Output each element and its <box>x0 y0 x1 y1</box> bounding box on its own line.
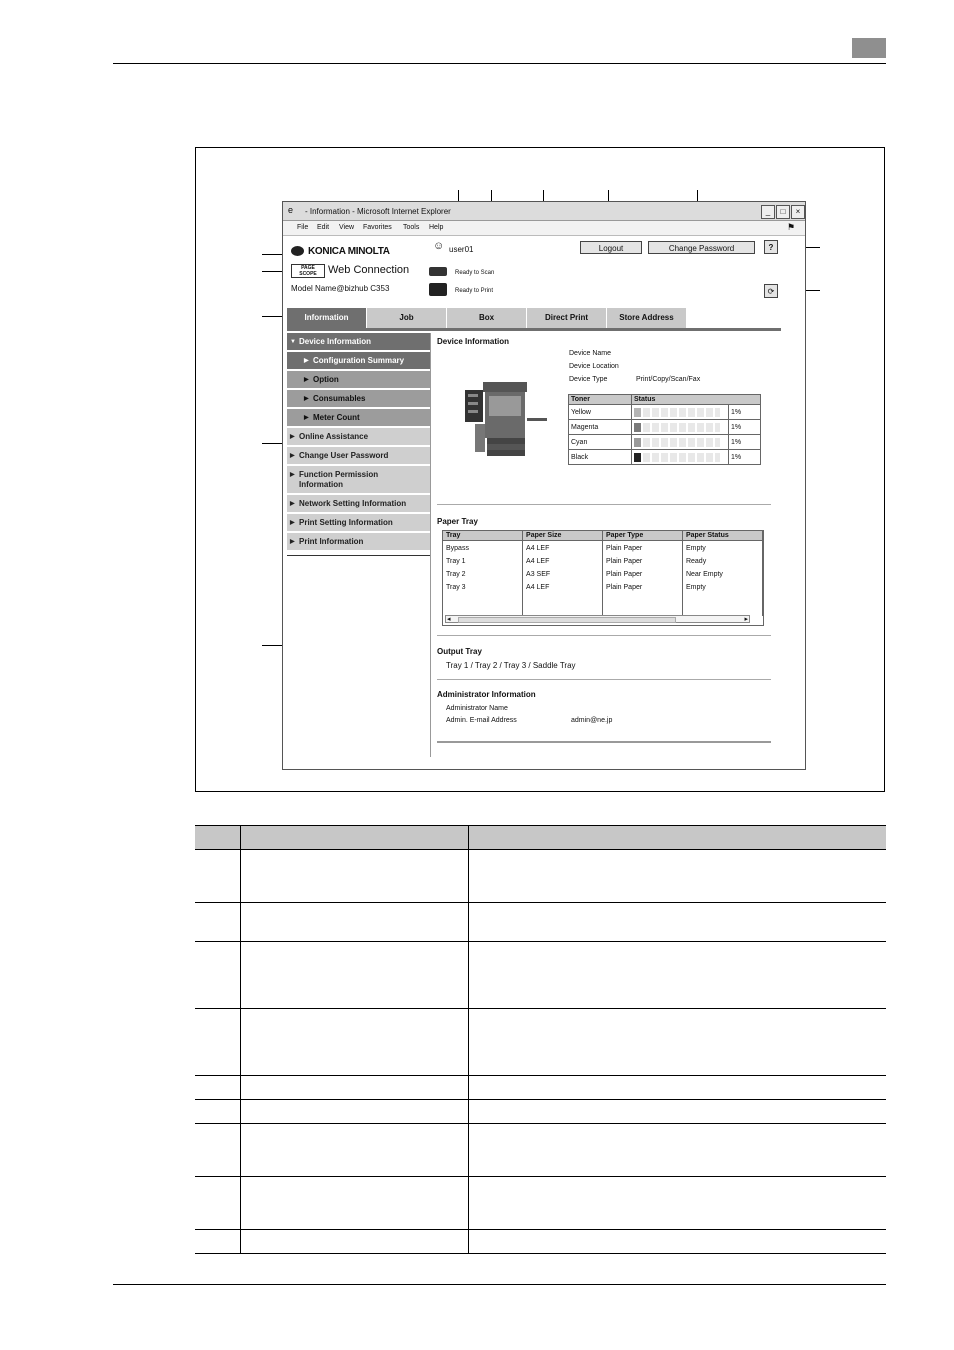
scroll-thumb[interactable] <box>458 617 676 623</box>
table-row <box>195 942 886 1009</box>
tray-cell: Tray 2 <box>446 571 466 578</box>
toner-level-bar <box>634 438 720 447</box>
scroll-right-icon[interactable]: ▸ <box>744 616 748 623</box>
scan-status: Ready to Scan <box>455 270 495 276</box>
sidebar-item-label: Network Setting Information <box>299 499 407 508</box>
menu-tools[interactable]: Tools <box>403 224 420 231</box>
tray-cell: Empty <box>685 545 706 552</box>
tray-cell: Plain Paper <box>606 571 643 578</box>
model-name: Model Name@bizhub C353 <box>291 284 390 293</box>
horizontal-scrollbar[interactable] <box>445 615 750 623</box>
windows-logo-icon: ⚑ <box>787 222 796 232</box>
toner-level-bar <box>634 408 720 417</box>
triangle-right-icon: ▶ <box>304 377 309 383</box>
triangle-down-icon: ▼ <box>290 339 296 345</box>
table-row <box>569 435 761 450</box>
device-name-label: Device Name <box>569 350 612 357</box>
top-rule <box>113 63 886 64</box>
toner-fill <box>634 408 641 417</box>
tab-information[interactable]: Information <box>287 308 367 328</box>
table-row <box>569 450 761 465</box>
toner-name: Cyan <box>569 435 632 450</box>
sidebar-item-label: Online Assistance <box>299 432 369 441</box>
triangle-right-icon: ▶ <box>290 434 295 440</box>
paper-tray-table <box>442 530 764 626</box>
tray-cell: A4 LEF <box>526 584 550 591</box>
admin-email-value: admin@ne.jp <box>571 717 613 724</box>
sidebar-item-print-setting[interactable] <box>287 514 430 532</box>
tray-cell: A4 LEF <box>526 545 550 552</box>
section-divider <box>437 679 771 680</box>
section-divider <box>437 635 771 636</box>
title-bar <box>283 202 805 221</box>
sidebar-item-label: Print Setting Information <box>299 518 393 527</box>
menu-file[interactable]: File <box>297 224 309 231</box>
logout-button[interactable]: Logout <box>580 241 642 254</box>
sidebar-item-consumables[interactable] <box>287 390 430 408</box>
tray-cell: Tray 1 <box>446 558 466 565</box>
output-tray-value: Tray 1 / Tray 2 / Tray 3 / Saddle Tray <box>446 661 576 670</box>
ie-icon: e <box>288 205 294 215</box>
tray-cell: Empty <box>685 584 706 591</box>
toner-name: Magenta <box>569 420 632 435</box>
toner-table <box>568 394 761 465</box>
tray-cell: Near Empty <box>685 571 723 578</box>
tray-cell: Tray 3 <box>446 584 466 591</box>
bottom-rule <box>113 1284 886 1285</box>
tray-cell: A4 LEF <box>526 558 550 565</box>
status-header: Status <box>632 395 761 405</box>
triangle-right-icon: ▶ <box>304 415 309 421</box>
table-row <box>195 1177 886 1230</box>
triangle-right-icon: ▶ <box>290 520 295 526</box>
menu-favorites[interactable]: Favorites <box>363 224 392 231</box>
sidebar-item-label: Function Permission Information <box>299 470 379 489</box>
triangle-right-icon: ▶ <box>290 453 295 459</box>
sidebar-item-label: Consumables <box>313 394 366 403</box>
table-row <box>443 541 763 616</box>
user-name: user01 <box>449 245 474 254</box>
scanner-icon <box>429 267 447 276</box>
product-name: Web Connection <box>328 264 410 276</box>
sidebar-item-print-information[interactable] <box>287 533 430 551</box>
sidebar-item-label: Option <box>313 375 339 384</box>
toner-name: Yellow <box>569 405 632 420</box>
scroll-left-icon[interactable]: ◂ <box>447 616 451 623</box>
print-status: Ready to Print <box>455 288 494 294</box>
triangle-right-icon: ▶ <box>304 396 309 402</box>
sidebar-item-label: Meter Count <box>313 413 360 422</box>
refresh-icon[interactable]: ⟳ <box>764 284 778 298</box>
tab-underline <box>287 328 781 331</box>
pagescope-badge: PAGE SCOPE <box>291 264 325 278</box>
menu-bar <box>283 221 805 236</box>
sidebar-item-change-user-password[interactable] <box>287 447 430 465</box>
sidebar-item-device-information[interactable] <box>287 333 430 351</box>
main-tabs <box>287 308 781 328</box>
toner-level: 1% <box>729 405 761 420</box>
toner-name: Black <box>569 450 632 465</box>
browser-window <box>282 201 806 770</box>
sidebar-item-function-permission[interactable] <box>287 466 430 494</box>
toner-level: 1% <box>729 420 761 435</box>
device-info-heading: Device Information <box>437 337 510 346</box>
sidebar-item-configuration-summary[interactable] <box>287 352 430 370</box>
device-type-value: Print/Copy/Scan/Fax <box>636 376 701 383</box>
table-row <box>195 1100 886 1124</box>
tab-job[interactable]: Job <box>367 308 447 328</box>
triangle-right-icon: ▶ <box>290 539 295 545</box>
toner-level-bar <box>634 453 720 462</box>
device-location-label: Device Location <box>569 363 619 370</box>
maximize-button[interactable]: □ <box>776 205 790 219</box>
sidebar-border <box>430 333 431 757</box>
toner-level-bar <box>634 423 720 432</box>
tray-column-header: Paper Type <box>603 531 683 541</box>
toner-fill <box>634 423 641 432</box>
table-row <box>195 1076 886 1100</box>
sidebar-item-option[interactable] <box>287 371 430 389</box>
toner-fill <box>634 453 641 462</box>
section-divider <box>437 504 771 505</box>
tray-column-header: Tray <box>443 531 523 541</box>
table-row <box>195 1124 886 1177</box>
device-type-label: Device Type <box>569 376 608 383</box>
sidebar-item-online-assistance[interactable] <box>287 428 430 446</box>
output-tray-heading: Output Tray <box>437 647 482 656</box>
change-password-button[interactable]: Change Password <box>648 241 755 254</box>
window-title: - Information - Microsoft Internet Explorer <box>305 207 451 216</box>
table-row <box>195 903 886 942</box>
tray-column-header: Paper Size <box>523 531 603 541</box>
admin-name-label: Administrator Name <box>446 705 508 712</box>
tab-store-address[interactable]: Store Address <box>607 308 687 328</box>
table-row <box>195 1230 886 1254</box>
sidebar-item-label: Device Information <box>299 337 372 346</box>
sidebar-item-meter-count[interactable] <box>287 409 430 427</box>
table-row <box>195 1009 886 1076</box>
toner-level: 1% <box>729 450 761 465</box>
toner-level: 1% <box>729 435 761 450</box>
reference-table <box>195 825 886 1254</box>
sidebar-item-label: Configuration Summary <box>313 356 405 365</box>
konica-globe-icon <box>291 246 304 256</box>
sidebar-item-label: Print Information <box>299 537 364 546</box>
triangle-right-icon: ▶ <box>290 501 295 507</box>
menu-edit[interactable]: Edit <box>317 224 330 231</box>
table-row <box>569 420 761 435</box>
paper-tray-heading: Paper Tray <box>437 517 478 526</box>
toner-fill <box>634 438 641 447</box>
brand-name: KONICA MINOLTA <box>308 246 390 257</box>
section-divider <box>437 741 771 743</box>
tab-box[interactable]: Box <box>447 308 527 328</box>
tray-cell: Plain Paper <box>606 584 643 591</box>
tab-direct-print[interactable]: Direct Print <box>527 308 607 328</box>
triangle-right-icon: ▶ <box>304 358 309 364</box>
tray-column-header: Paper Status <box>682 531 762 541</box>
admin-heading: Administrator Information <box>437 690 536 699</box>
sidebar-divider <box>287 555 430 556</box>
tray-cell: Plain Paper <box>606 545 643 552</box>
help-icon[interactable]: ? <box>764 240 778 254</box>
toner-header: Toner <box>569 395 632 405</box>
user-icon: ☺ <box>433 240 445 252</box>
tray-cell: Bypass <box>446 545 469 552</box>
menu-view[interactable]: View <box>339 224 355 231</box>
table-row <box>569 405 761 420</box>
mfp-device-image <box>463 378 559 458</box>
table-header-row <box>195 826 886 850</box>
sidebar-item-label: Change User Password <box>299 451 389 460</box>
chapter-tab <box>852 38 886 58</box>
admin-email-label: Admin. E-mail Address <box>446 717 517 724</box>
triangle-right-icon: ▶ <box>290 472 295 478</box>
table-row <box>195 850 886 903</box>
minimize-button[interactable]: _ <box>761 205 775 219</box>
printer-icon <box>429 283 447 296</box>
tray-cell: Plain Paper <box>606 558 643 565</box>
sidebar-item-network-setting[interactable] <box>287 495 430 513</box>
tray-cell: A3 SEF <box>526 571 551 578</box>
menu-help[interactable]: Help <box>429 224 444 231</box>
tray-cell: Ready <box>685 558 707 565</box>
close-button[interactable]: × <box>791 205 805 219</box>
